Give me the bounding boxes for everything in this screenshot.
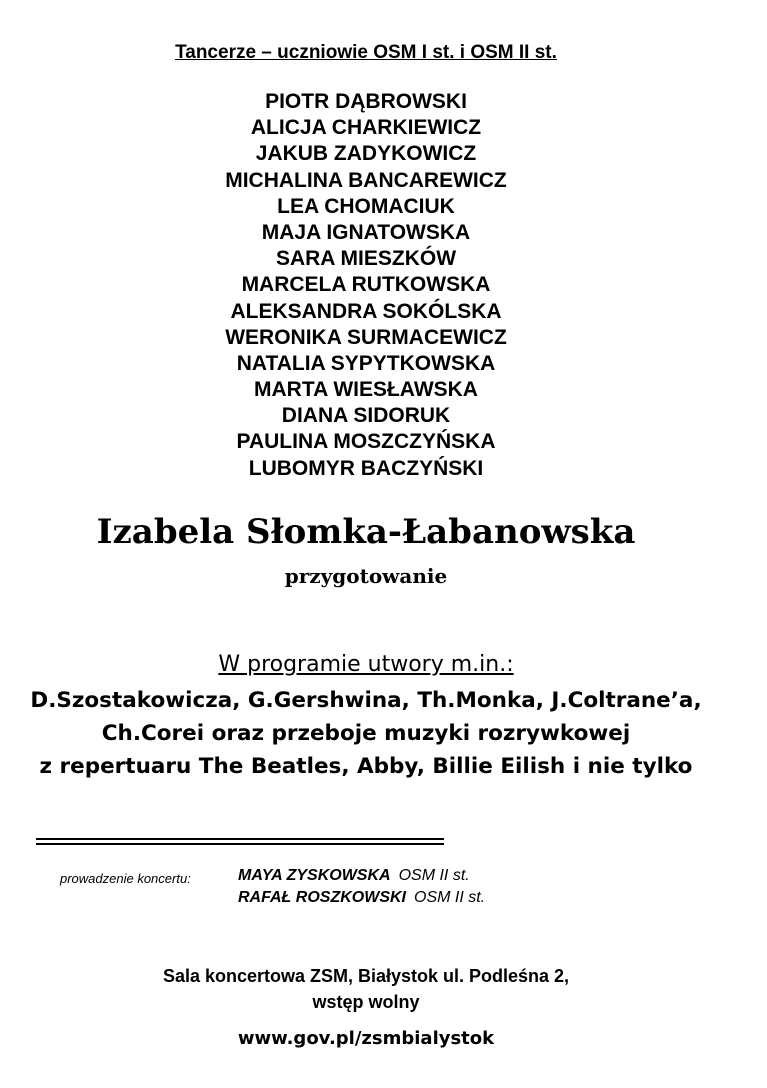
program-line: D.Szostakowicza, G.Gershwina, Th.Monka, J.Coltrane’a, (30, 688, 702, 713)
dancer-name: MARTA WIESŁAWSKA (254, 378, 478, 402)
host-name: MAYA ZYSKOWSKA (238, 867, 391, 884)
dancers-list (0, 89, 732, 482)
host-class: OSM II st. (398, 867, 470, 884)
dancer-name: LEA CHOMACIUK (277, 194, 455, 218)
program-line: z repertuaru The Beatles, Abby, Billie Eilish i nie tylko (39, 754, 693, 779)
teacher-role: przygotowanie (284, 564, 448, 588)
dancer-name: JAKUB ZADYKOWICZ (255, 142, 477, 166)
dancers-section-title: Tancerze – uczniowie OSM I st. i OSM II st. (175, 42, 557, 63)
host-entry (238, 889, 485, 907)
host-entry (238, 867, 470, 885)
divider-line (36, 843, 444, 845)
dancer-name: PIOTR DĄBROWSKI (265, 90, 467, 113)
dancer-name: MICHALINA BANCAREWICZ (225, 168, 507, 192)
venue-admission: wstęp wolny (312, 992, 420, 1012)
dancer-name: DIANA SIDORUK (281, 404, 451, 428)
venue-address: Sala koncertowa ZSM, Białystok ul. Podleśna 2, (162, 966, 570, 986)
dancer-name: MAJA IGNATOWSKA (261, 220, 471, 244)
dancer-name: PAULINA MOSZCZYŃSKA (236, 430, 496, 454)
hosts-label: prowadzenie koncertu: (60, 871, 191, 886)
dancer-name: LUBOMYR BACZYŃSKI (248, 456, 484, 480)
teacher-name: Izabela Słomka-Łabanowska (96, 512, 636, 552)
dancer-name: MARCELA RUTKOWSKA (241, 273, 491, 297)
program-line: Ch.Corei oraz przeboje muzyki rozrywkowej (101, 721, 631, 746)
venue-info (0, 963, 732, 1015)
host-class: OSM II st. (414, 889, 486, 906)
dancer-name: ALEKSANDRA SOKÓLSKA (230, 299, 502, 323)
program-list (0, 684, 732, 783)
website-url: www.gov.pl/zsmbialystok (237, 1028, 495, 1049)
host-name: RAFAŁ ROSZKOWSKI (238, 889, 406, 906)
dancer-name: SARA MIESZKÓW (275, 247, 457, 271)
dancer-name: ALICJA CHARKIEWICZ (250, 116, 482, 140)
divider-line (36, 838, 444, 840)
dancer-name: WERONIKA SURMACEWICZ (225, 325, 507, 349)
program-heading: W programie utwory m.in.: (218, 652, 514, 677)
dancer-name: NATALIA SYPYTKOWSKA (236, 351, 496, 375)
